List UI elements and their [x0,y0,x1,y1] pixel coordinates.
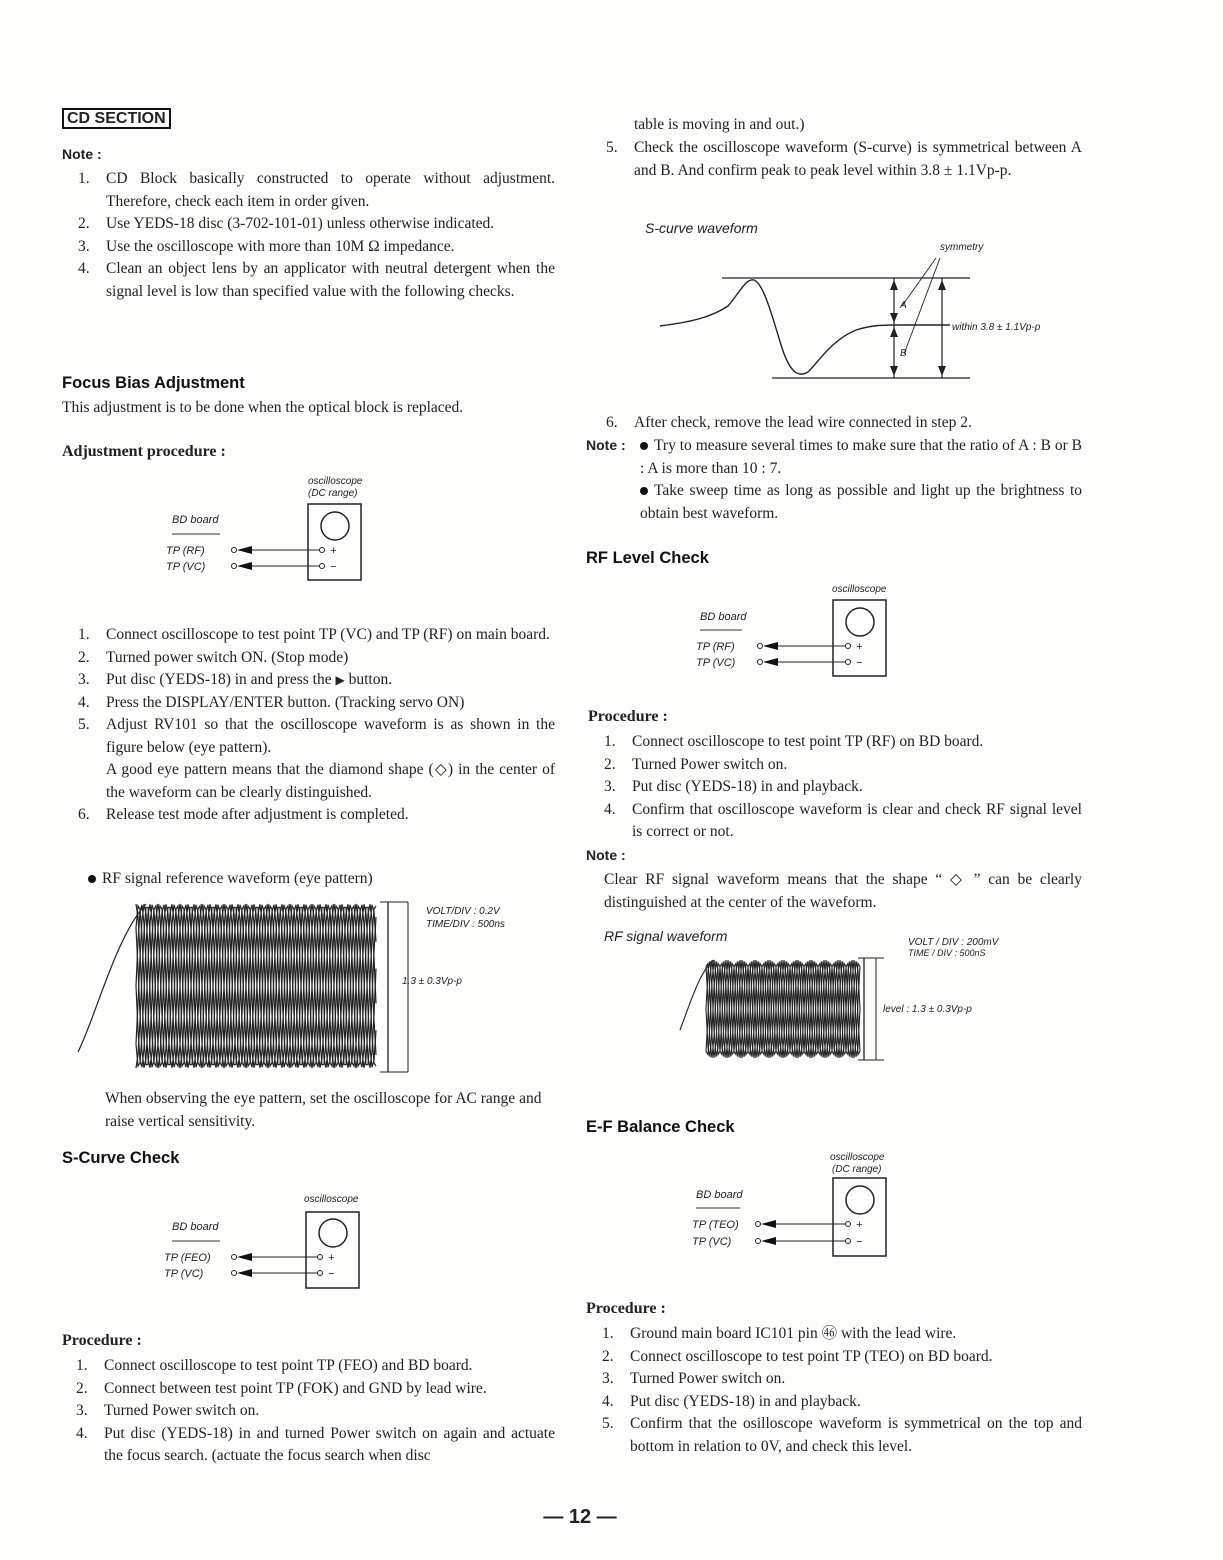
ef-steps-list [586,1323,1082,1458]
play-icon: ▶ [335,673,345,687]
s-curve-steps-list [60,1355,555,1468]
range-label: (DC range) [308,488,358,499]
board-label: BD board [172,1221,219,1233]
rf-signal-waveform [676,934,1036,1064]
note-label: Note : [62,146,102,162]
page-number: — 12 — [543,1506,617,1528]
s-curve-step-5 [590,137,1082,182]
focus-bias-heading: Focus Bias Adjustment [62,374,245,392]
eye-pattern-note: When observing the eye pattern, set the oscilloscope for AC range and raise vertical sensitivity. [105,1090,542,1130]
list-item: 2. Connect between test point TP (FOK) and GND by lead wire. [76,1379,487,1397]
bullet-icon [88,875,96,883]
tp-vc-label: TP (VC) [696,657,736,669]
minus-label: − [330,561,337,573]
rf-level-label: level : 1.3 ± 0.3Vp-p [883,1004,972,1015]
scope-label: oscilloscope [830,1152,885,1163]
oscilloscope-connection-diagram-2 [160,1188,390,1294]
list-item: 4. Put disc (YEDS-18) in and turned Power switch on again and actuate the focus search. (actuate the focus search when disc [76,1424,555,1464]
minus-label: − [856,657,863,669]
focus-intro: This adjustment is to be done when the optical block is replaced. [62,399,464,416]
bullet-icon [640,442,648,450]
ef-balance-heading: E-F Balance Check [586,1118,735,1136]
rf-note: Clear RF signal waveform means that the shape “ ◇ ” can be clearly distinguished at the center of the waveform. [604,871,1082,911]
list-item: 3. Use the oscilloscope with more than 10M Ω impedance. [78,237,455,255]
list-item: 4. Press the DISPLAY/ENTER button. (Tracking servo ON) [78,693,465,711]
list-item: 5. Confirm that the osilloscope waveform is symmetrical on the top and bottom in relation to 0V, and check this level. [602,1415,1082,1455]
list-item: 2. Use YEDS-18 disc (3-702-101-01) unless otherwise indicated. [78,215,495,232]
section-tag [62,110,171,128]
scope-label: oscilloscope [308,476,363,487]
adjustment-procedure-heading: Adjustment procedure : [62,443,226,460]
minus-label: − [328,1268,335,1280]
tp-vc-label: TP (VC) [164,1268,204,1280]
rf-level-heading: RF Level Check [586,549,709,567]
plus-label: + [330,545,337,557]
tp-feo-label: TP (FEO) [164,1252,211,1264]
tp-rf-label: TP (RF) [166,545,205,557]
list-item: 5. Check the oscilloscope waveform (S-curve) is symmetrical between A and B. And confirm peak to peak level within 3.8 ± 1.1Vp-p. [606,139,1082,179]
list-item: 6. Release test mode after adjustment is completed. [78,806,409,823]
s-curve-note-1: Try to measure several times to make sure that the ratio of A : B or B : A is more than 10 : 7. [640,437,1082,477]
symmetry-label: symmetry [940,242,984,253]
s-curve-step-6 [590,412,1082,435]
focus-steps-list [62,624,555,827]
s-curve-note-2: Take sweep time as long as possible and light up the brightness to obtain best waveform. [640,482,1082,522]
plus-label: + [856,641,863,653]
s-curve-note-label: Note : [586,437,626,453]
rf-procedure-heading: Procedure : [588,708,668,725]
board-label: BD board [700,611,747,623]
tp-teo-label: TP (TEO) [692,1219,739,1231]
tp-rf-label: TP (RF) [696,641,735,653]
plus-label: + [328,1252,335,1264]
eye-volt-label: VOLT/DIV : 0.2V [426,906,500,917]
list-item: 3. Turned Power switch on. [76,1402,260,1419]
range-label: (DC range) [832,1164,882,1175]
list-item: 3. Put disc (YEDS-18) in and playback. [604,778,863,795]
list-item: 1. Connect oscilloscope to test point TP (FEO) and BD board. [76,1357,473,1374]
oscilloscope-connection-diagram-3 [690,580,910,680]
list-item: 6. After check, remove the lead wire connected in step 2. [606,414,972,431]
continued-text: table is moving in and out.) [634,116,805,133]
list-item: 1. CD Block basically constructed to operate without adjustment. Therefore, check each item in order given. [78,170,555,210]
list-item: 2. Turned power switch ON. (Stop mode) [78,648,349,666]
list-item: 4. Confirm that oscilloscope waveform is clear and check RF signal level is correct or not. [604,800,1082,840]
notes-list [62,168,555,303]
list-item: 3. Put disc (YEDS-18) in and press the ▶ button. [78,671,393,688]
list-item: 1. Ground main board IC101 pin ㊻ with the lead wire. [602,1325,957,1342]
rf-steps-list [588,731,1082,844]
rf-time-label: TIME / DIV : 500nS [908,948,986,958]
list-item: 4. Put disc (YEDS-18) in and playback. [602,1392,861,1410]
section-tag-label: CD SECTION [62,108,171,129]
oscilloscope-connection-diagram-4 [688,1150,908,1260]
s-curve-caption: S-curve waveform [645,220,758,236]
s-curve-heading: S-Curve Check [62,1149,180,1167]
scope-label: oscilloscope [304,1194,359,1205]
s-curve-waveform [650,236,1070,386]
list-item: 1. Connect oscilloscope to test point TP (RF) on BD board. [604,733,984,750]
board-label: BD board [172,514,219,526]
scope-label: oscilloscope [832,584,887,595]
rf-volt-label: VOLT / DIV : 200mV [908,937,999,948]
plus-label: + [856,1219,863,1231]
list-item: 1. Connect oscilloscope to test point TP (VC) and TP (RF) on main board. [78,626,550,643]
tp-vc-label: TP (VC) [692,1236,732,1248]
list-item: 5. Adjust RV101 so that the oscilloscope waveform is as shown in the figure below (eye pattern). A good eye pattern means that the diamond shape (◇) in the center of the waveform can be clearly distinguished. [78,716,555,801]
ef-procedure-heading: Procedure : [586,1300,666,1317]
bullet-icon [640,487,648,495]
oscilloscope-connection-diagram-1 [160,474,390,586]
eye-time-label: TIME/DIV : 500ns [426,919,505,930]
a-label: A [900,300,907,311]
tp-vc-label: TP (VC) [166,561,206,573]
eye-level-label: 1.3 ± 0.3Vp-p [402,976,462,987]
b-label: B [900,348,907,359]
within-label: within 3.8 ± 1.1Vp-p [952,322,1041,333]
board-label: BD board [696,1189,743,1201]
s-curve-procedure-heading: Procedure : [62,1332,142,1349]
list-item: 2. Turned Power switch on. [604,755,788,773]
minus-label: − [856,1236,863,1248]
list-item: 4. Clean an object lens by an applicator with neutral detergent when the signal level is low than specified value with the following checks. [78,260,555,300]
list-item: 2. Connect oscilloscope to test point TP (TEO) on BD board. [602,1347,993,1365]
eye-pattern-waveform [76,896,546,1078]
eye-pattern-bullet: RF signal reference waveform (eye pattern) [88,868,373,891]
list-item: 3. Turned Power switch on. [602,1370,786,1387]
rf-caption: RF signal waveform [604,928,728,944]
rf-note-label: Note : [586,847,626,863]
